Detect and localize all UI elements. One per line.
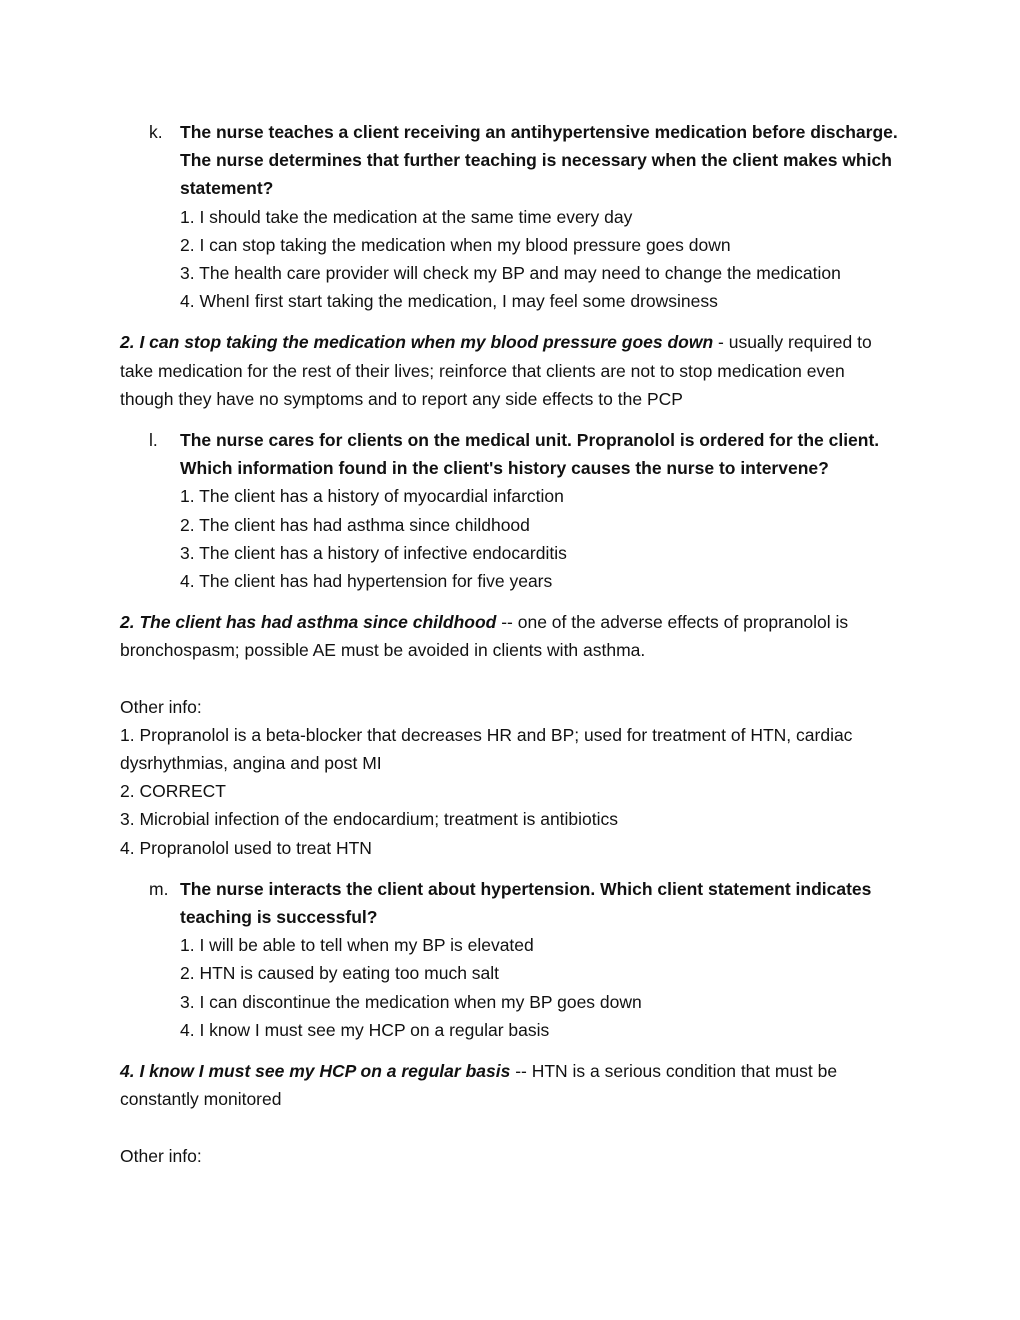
- question-body: [180, 875, 900, 1044]
- other-info-m: [120, 1142, 900, 1170]
- answer-option: 3. The health care provider will check my BP and may need to change the medication: [180, 263, 841, 284]
- answer-explanation-m: [120, 1057, 900, 1113]
- rationale: -- one of the adverse effects of propranolol is bronchospasm; possible AE must be avoided in clients with asthma.: [120, 612, 849, 661]
- question-letter: k.: [149, 122, 163, 142]
- other-info-line: 3. Microbial infection of the endocardium; treatment is antibiotics: [120, 809, 619, 830]
- question-body: [180, 118, 900, 315]
- question-letter: l.: [149, 430, 158, 451]
- answer-option: 2. I can stop taking the medication when my blood pressure goes down: [180, 234, 731, 255]
- other-info-heading: Other info:: [120, 696, 202, 717]
- document-page: [120, 118, 900, 1170]
- answer-option: 1. I should take the medication at the same time every day: [180, 206, 633, 227]
- question-m: [149, 875, 900, 1044]
- other-info-line: 2. CORRECT: [120, 781, 226, 802]
- question-l: [149, 426, 900, 595]
- answer-option: 4. I know I must see my HCP on a regular basis: [180, 1019, 550, 1040]
- question-text: The nurse teaches a client receiving an antihypertensive medication before discharge. The nurse determines that further teaching is necessary when the client makes which statement?: [180, 122, 898, 199]
- other-info-heading: Other info:: [120, 1145, 202, 1166]
- other-info-line: 4. Propranolol used to treat HTN: [120, 837, 372, 858]
- answer-option: 2. The client has had asthma since childhood: [180, 514, 530, 535]
- other-info-line: 1. Propranolol is a beta-blocker that decreases HR and BP; used for treatment of HTN, cardiac dysrhythmias, angina and post MI: [120, 724, 853, 774]
- answer-option: 4. WhenI first start taking the medication, I may feel some drowsiness: [180, 291, 718, 312]
- rationale: -- HTN is a serious condition that must be constantly monitored: [120, 1061, 838, 1110]
- answer-option: 3. The client has a history of infective endocarditis: [180, 542, 567, 563]
- question-text: The nurse interacts the client about hypertension. Which client statement indicates teaching is successful?: [180, 878, 872, 928]
- answer-option: 2. HTN is caused by eating too much salt: [180, 963, 500, 984]
- question-letter: m.: [149, 878, 169, 899]
- question-body: [180, 426, 900, 595]
- rationale: - usually required to take medication for the rest of their lives; reinforce that clients are not to stop medication even though they have no symptoms and to report any side effects to the PCP: [120, 332, 872, 409]
- other-info-l: [120, 693, 900, 862]
- answer-explanation-k: [120, 328, 900, 413]
- answer-option: 3. I can discontinue the medication when my BP goes down: [180, 991, 642, 1012]
- answer-explanation-l: [120, 608, 900, 664]
- question-text: The nurse cares for clients on the medical unit. Propranolol is ordered for the client. Which information found in the client's history causes the nurse to intervene?: [180, 430, 880, 479]
- correct-answer: 4. I know I must see my HCP on a regular basis: [120, 1061, 511, 1082]
- question-k: [149, 118, 900, 315]
- answer-option: 1. The client has a history of myocardial infarction: [180, 486, 564, 507]
- answer-option: 1. I will be able to tell when my BP is elevated: [180, 935, 534, 956]
- correct-answer: 2. The client has had asthma since childhood: [120, 612, 497, 633]
- answer-option: 4. The client has had hypertension for five years: [180, 571, 553, 592]
- correct-answer: 2. I can stop taking the medication when my blood pressure goes down: [120, 332, 714, 353]
